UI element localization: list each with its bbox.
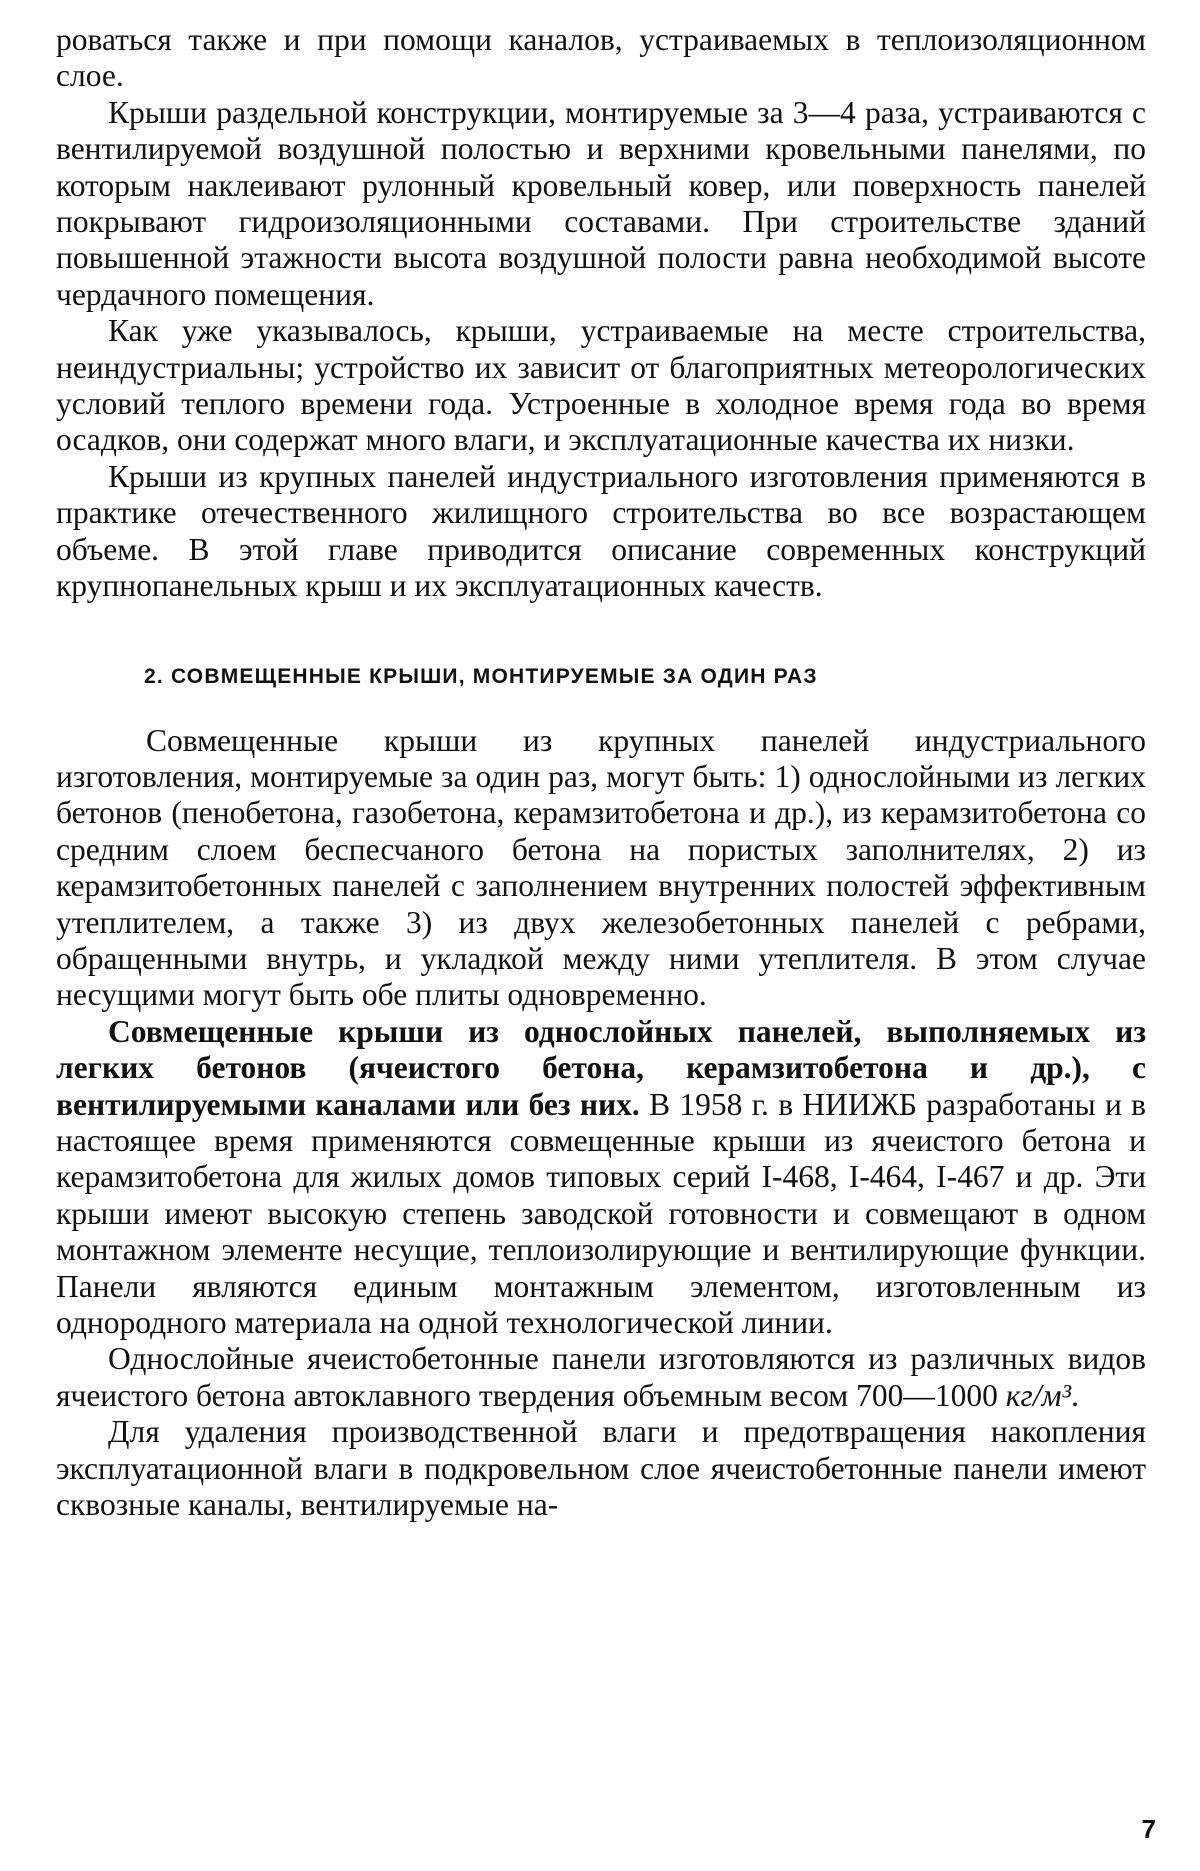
section-heading: 2. СОВМЕЩЕННЫЕ КРЫШИ, МОНТИРУЕМЫЕ ЗА ОДИН РАЗ <box>144 664 818 688</box>
paragraph-cellular-concrete <box>56 1341 1146 1414</box>
paragraph-cellular-concrete-text: Однослойные ячеистобетонные панели изготовляются из различных видов ячеистого бетона автоклавного твердения объемным весом 700—1000 <box>56 1341 1146 1413</box>
paragraph-continuation: роваться также и при помощи каналов, устраиваемых в теплоизоляционном слое. <box>56 22 1146 94</box>
unit-label: кг/м³ <box>1005 1377 1072 1413</box>
page-content <box>56 22 1146 1523</box>
paragraph-single-layer-panels <box>56 1014 1146 1342</box>
paragraph-cellular-concrete-end: . <box>1071 1377 1079 1413</box>
paragraph-single-layer-text: В 1958 г. в НИИЖБ разработаны и в настоящее время применяются совмещенные крыши из ячеистого бетона и керамзитобетона для жилых домов типовых серий I-468, I-464, I-467 и др. Эти крыши имеют высокую степень заводской готовности и совмещают в одном монтажном элементе несущие, теплоизолирующие и вентилирующие функции. Панели являются единым монтажным элементом, изготовленным из однородного материала на одной технологической линии. <box>56 1086 1146 1340</box>
paragraph-combined-roofs-types: Совмещенные крыши из крупных панелей индустриального изготовления, монтируемые за один раз, могут быть: 1) однослойными из легких бетонов (пенобетона, газобетона, керамзитобетона и др.), из керамзитобетона со средним слоем беспесчаного бетона на пористых заполнителях, 2) из керамзитобетонных панелей с заполнением внутренних полостей эффективным утеплителем, а также 3) из двух железобетонных панелей с ребрами, обращенными внутрь, и укладкой между ними утеплителя. В этом случае несущими могут быть обе плиты одновременно. <box>56 722 1146 1013</box>
paragraph-run-in-heading: Совмещенные крыши из однослойных панелей, выполняемых из легких бетонов (ячеистого бетона, керамзитобетона и др.), с вентилируемыми каналами или без них. <box>56 1013 1146 1122</box>
paragraph-separate-roofs: Крыши раздельной конструкции, монтируемые за 3—4 раза, устраиваются с вентилируемой воздушной полостью и верхними кровельными панелями, по которым наклеивают рулонный кровельный ковер, или поверхность панелей покрывают гидроизоляционными составами. При строительстве зданий повышенной этажности высота воздушной полости равна необходимой высоте чердачного помещения. <box>56 94 1146 312</box>
page-number: 7 <box>1141 1814 1156 1844</box>
paragraph-ventilation-channels: Для удаления производственной влаги и предотвращения накопления эксплуатационной влаги в подкровельном слое ячеистобетонные панели имеют сквозные каналы, вентилируемые на- <box>56 1414 1146 1523</box>
paragraph-non-industrial-roofs: Как уже указывалось, крыши, устраиваемые на месте строительства, неиндустриальны; устройство их зависит от благоприятных метеорологических условий теплого времени года. Устроенные в холодное время года во время осадков, они содержат много влаги, и эксплуатационные качества их низки. <box>56 313 1146 458</box>
paragraph-large-panel-roofs: Крыши из крупных панелей индустриального изготовления применяются в практике отечественного жилищного строительства во все возрастающем объеме. В этой главе приводится описание современных конструкций крупнопанельных крыш и их эксплуатационных качеств. <box>56 458 1146 604</box>
